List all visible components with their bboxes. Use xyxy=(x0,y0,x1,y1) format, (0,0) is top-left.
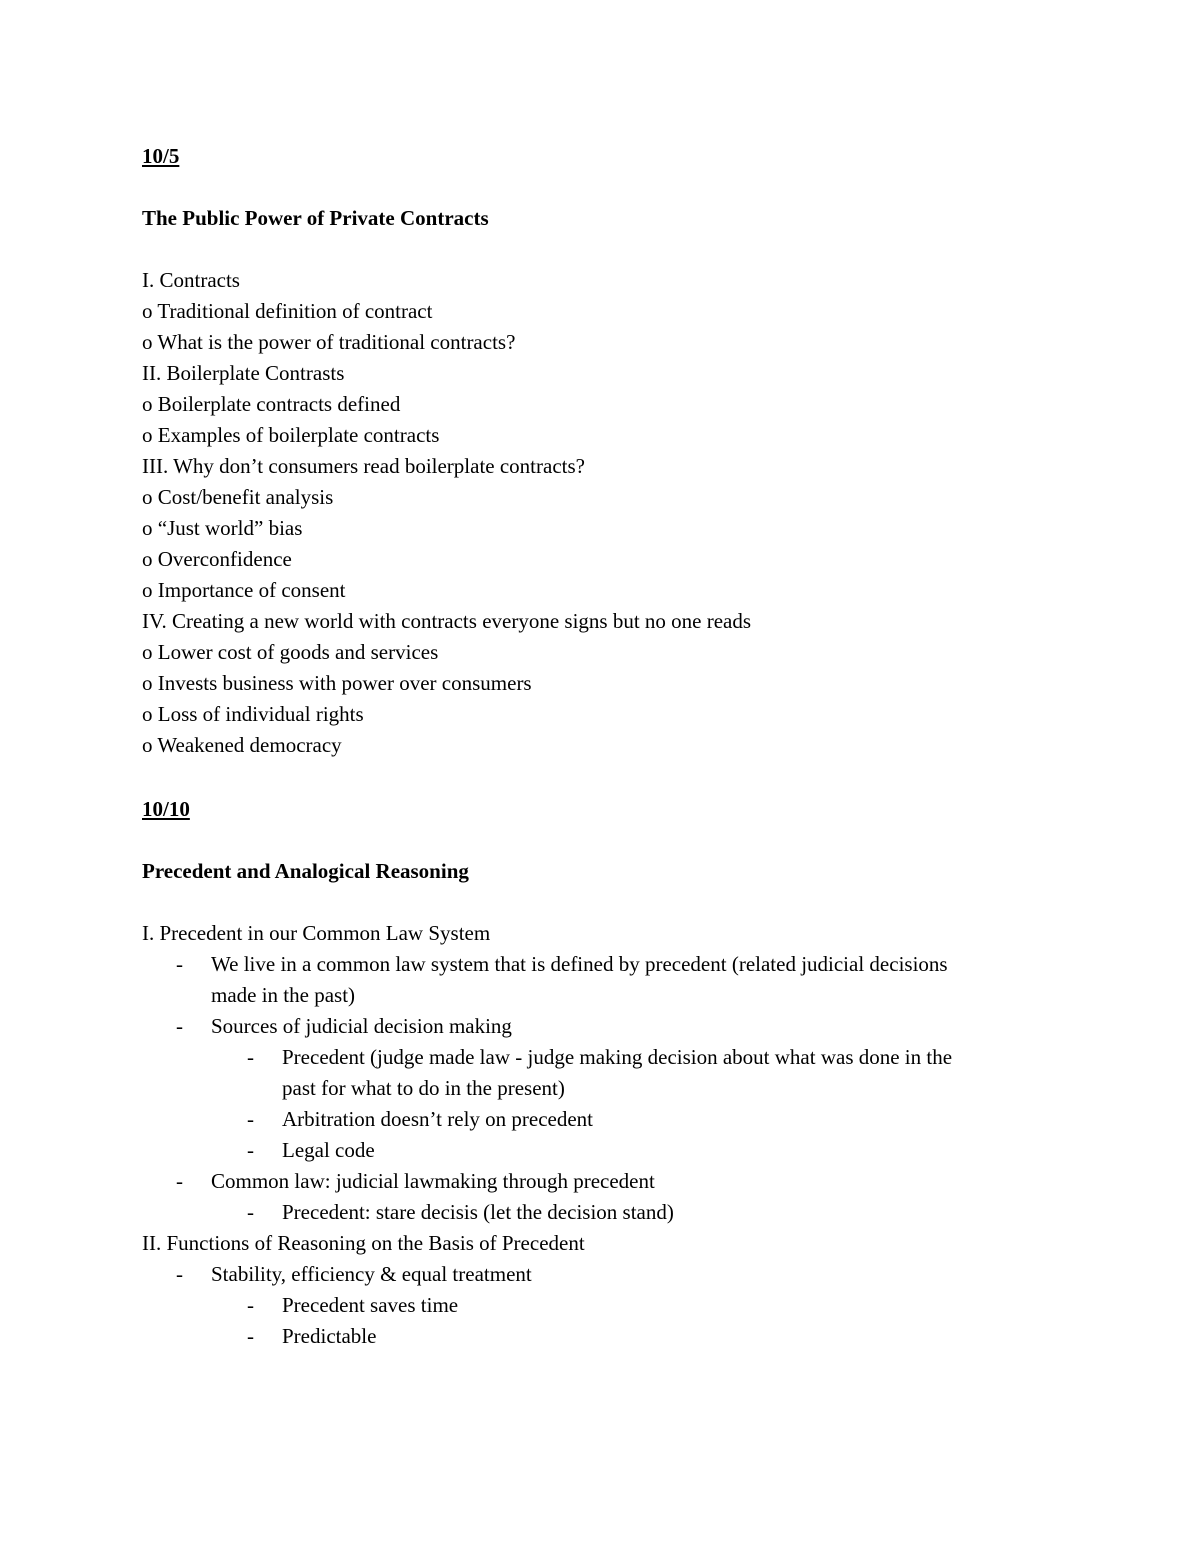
section2-date: 10/10 xyxy=(142,797,190,821)
outline-line: II. Boilerplate Contrasts xyxy=(142,361,345,385)
list-item-text: Common law: judicial lawmaking through precedent xyxy=(211,1169,655,1193)
list-item-text: made in the past) xyxy=(211,983,356,1007)
outline-line: o Invests business with power over consumers xyxy=(142,671,532,695)
section2-title: Precedent and Analogical Reasoning xyxy=(142,859,469,883)
list-item-text: Precedent (judge made law - judge making decision about what was done in the xyxy=(282,1045,953,1069)
dash-bullet: - xyxy=(247,1293,254,1317)
list-item-text: Precedent saves time xyxy=(282,1293,459,1317)
outline-line: o Weakened democracy xyxy=(142,733,342,757)
outline-line: o Examples of boilerplate contracts xyxy=(142,423,440,447)
outline-line: o Overconfidence xyxy=(142,547,292,571)
outline-line: o Importance of consent xyxy=(142,578,346,602)
list-item-text: Legal code xyxy=(282,1138,375,1162)
dash-bullet: - xyxy=(176,1014,183,1038)
dash-bullet: - xyxy=(247,1107,254,1131)
outline-line: I. Contracts xyxy=(142,268,240,292)
outline-line: o “Just world” bias xyxy=(142,516,303,540)
list-item-text: Arbitration doesn’t rely on precedent xyxy=(282,1107,594,1131)
dash-bullet: - xyxy=(247,1324,254,1348)
outline-heading: II. Functions of Reasoning on the Basis of Precedent xyxy=(142,1231,585,1255)
outline-line: III. Why don’t consumers read boilerplate contracts? xyxy=(142,454,585,478)
outline-line: o Boilerplate contracts defined xyxy=(142,392,401,416)
list-item-text: We live in a common law system that is defined by precedent (related judicial decisions xyxy=(211,952,948,976)
outline-heading: I. Precedent in our Common Law System xyxy=(142,921,491,945)
dash-bullet: - xyxy=(247,1045,254,1069)
outline-line: o Cost/benefit analysis xyxy=(142,485,334,509)
outline-line: IV. Creating a new world with contracts everyone signs but no one reads xyxy=(142,609,752,633)
list-item-text: Sources of judicial decision making xyxy=(211,1014,512,1038)
section1-title: The Public Power of Private Contracts xyxy=(142,206,489,230)
list-item-text: past for what to do in the present) xyxy=(282,1076,565,1100)
dash-bullet: - xyxy=(247,1138,254,1162)
section1-date: 10/5 xyxy=(142,144,180,168)
outline-line: o Loss of individual rights xyxy=(142,702,364,726)
dash-bullet: - xyxy=(176,1262,183,1286)
outline-line: o What is the power of traditional contracts? xyxy=(142,330,516,354)
outline-line: o Lower cost of goods and services xyxy=(142,640,439,664)
list-item-text: Precedent: stare decisis (let the decision stand) xyxy=(282,1200,674,1224)
list-item-text: Stability, efficiency & equal treatment xyxy=(211,1262,532,1286)
dash-bullet: - xyxy=(176,1169,183,1193)
dash-bullet: - xyxy=(176,952,183,976)
outline-line: o Traditional definition of contract xyxy=(142,299,433,323)
list-item-text: Predictable xyxy=(282,1324,377,1348)
dash-bullet: - xyxy=(247,1200,254,1224)
